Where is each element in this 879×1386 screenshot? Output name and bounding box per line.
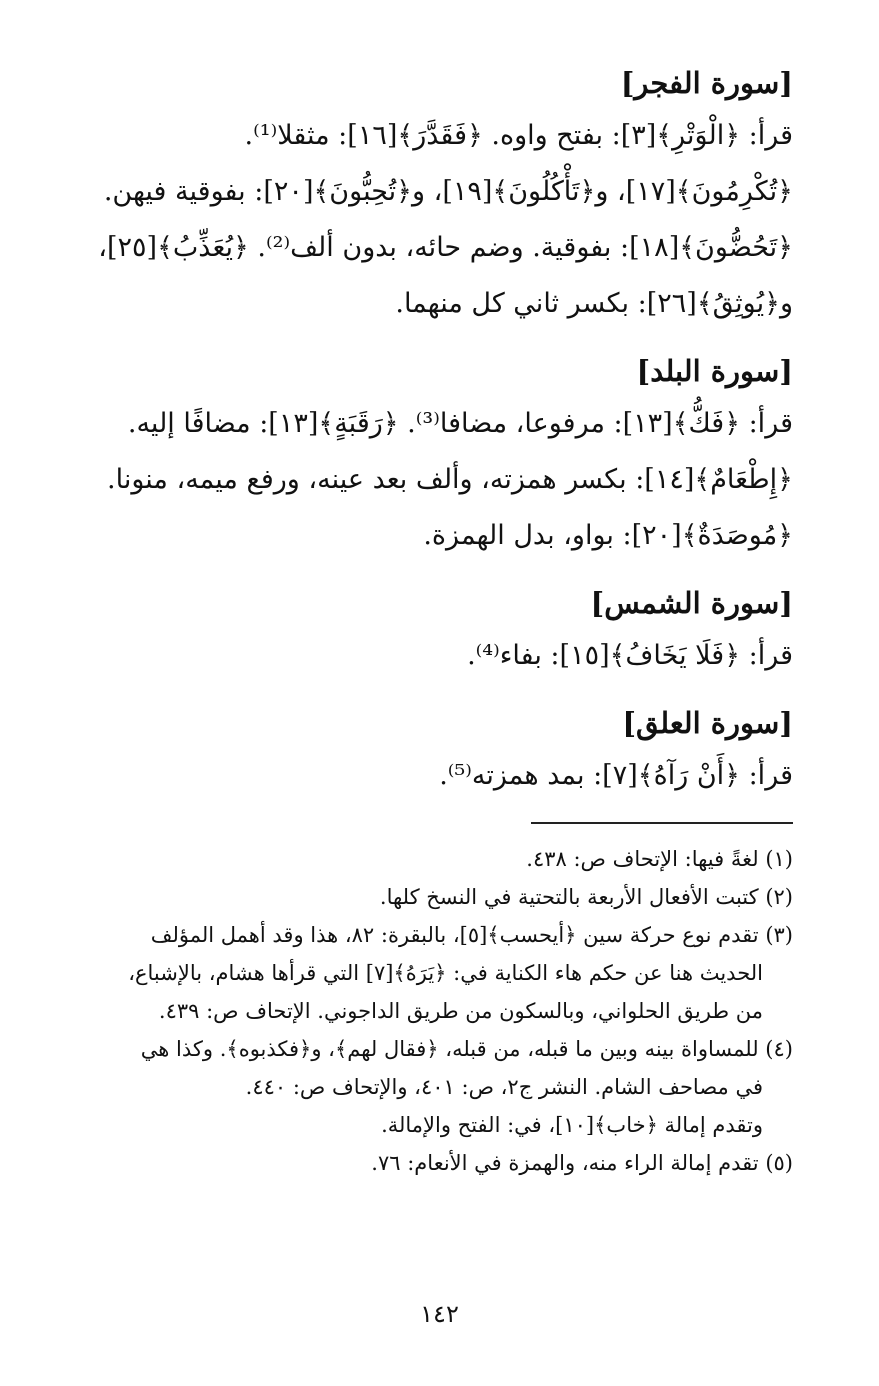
section-title: [سورة الفجر] xyxy=(620,66,793,100)
paragraph-line: ﴿تَحُضُّونَ﴾[١٨]: بفوقية. وضم حائه، بدون ألف⁽²⁾. ﴿يُعَذِّبُ﴾[٢٥]، xyxy=(98,232,793,263)
section-al-alaq xyxy=(82,698,793,804)
footnotes xyxy=(82,840,793,1182)
footnote-line: (٥) تقدم إمالة الراء منه، والهمزة في الأنعام: ٧٦. xyxy=(371,1151,793,1175)
paragraph-line: قرأ: ﴿فَلَا يَخَافُ﴾[١٥]: بفاء⁽⁴⁾. xyxy=(467,640,793,671)
section-title: [سورة العلق] xyxy=(622,706,793,740)
paragraph-line: ﴿إِطْعَامٌ﴾[١٤]: بكسر همزته، وألف بعد عينه، ورفع ميمه، منونا. xyxy=(107,464,793,495)
section-ash-shams xyxy=(82,578,793,684)
paragraph-line: قرأ: ﴿الْوَتْرِ﴾[٣]: بفتح واوه. ﴿فَقَدَّرَ﴾[١٦]: مثقلا⁽¹⁾. xyxy=(244,120,793,151)
footnote-line: (٣) تقدم نوع حركة سين ﴿أيحسب﴾[٥]، بالبقرة: ٨٢، هذا وقد أهمل المؤلف xyxy=(150,923,793,947)
paragraph-line: ﴿تُكْرِمُونَ﴾[١٧]، و﴿تَأْكُلُونَ﴾[١٩]، و﴿تُحِبُّونَ﴾[٢٠]: بفوقية فيهن. xyxy=(103,176,793,207)
paragraph-line: ﴿مُوصَدَةٌ﴾[٢٠]: بواو، بدل الهمزة. xyxy=(423,520,793,551)
footnote-line: الحديث هنا عن حكم هاء الكناية في: ﴿يَرَهُ﴾[٧] التي قرأها هشام، بالإشباع، xyxy=(128,961,763,985)
paragraph-line: و﴿يُوثِقُ﴾[٢٦]: بكسر ثاني كل منهما. xyxy=(395,288,793,319)
footnote-separator xyxy=(531,822,793,824)
section-title: [سورة البلد] xyxy=(636,354,793,388)
footnote-line: من طريق الحلواني، وبالسكون من طريق الداجوني. الإتحاف ص: ٤٣٩. xyxy=(158,999,763,1023)
footnote-line: وتقدم إمالة ﴿خاب﴾[١٠]، في: الفتح والإمالة. xyxy=(381,1113,763,1137)
page-number: ١٤٢ xyxy=(420,1300,459,1328)
paragraph-line: قرأ: ﴿فَكُّ﴾[١٣]: مرفوعا، مضافا⁽³⁾. ﴿رَقَبَةٍ﴾[١٣]: مضافًا إليه. xyxy=(127,408,793,439)
footnote-line: (٢) كتبت الأفعال الأربعة بالتحتية في النسخ كلها. xyxy=(379,885,793,909)
paragraph-line: قرأ: ﴿أَنْ رَآهُ﴾[٧]: بمد همزته⁽⁵⁾. xyxy=(439,760,793,791)
footnote-line: (٤) للمساواة بينه وبين ما قبله، من قبله، ﴿فقال لهم﴾، و﴿فكذبوه﴾. وكذا هي xyxy=(140,1037,793,1061)
section-al-fajr xyxy=(82,58,793,332)
section-title: [سورة الشمس] xyxy=(590,586,793,620)
footnote-line: في مصاحف الشام. النشر ج٢، ص: ٤٠١، والإتحاف ص: ٤٤٠. xyxy=(245,1075,763,1099)
footnote-line: (١) لغةً فيها: الإتحاف ص: ٤٣٨. xyxy=(526,847,793,871)
section-al-balad xyxy=(82,346,793,564)
